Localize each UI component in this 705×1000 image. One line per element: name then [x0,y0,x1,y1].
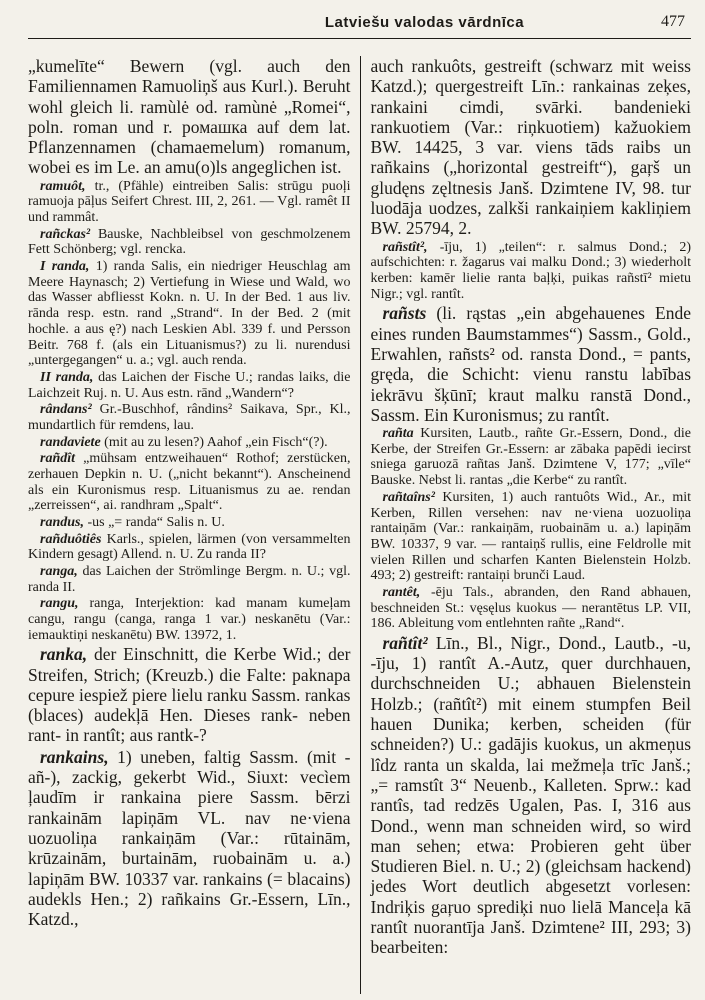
entry-headword: rañta [382,426,414,442]
dictionary-entry [28,747,351,930]
entry-text: Karls., spielen, lärmen (von versammelten Kindern gesagt) Allend. n. U. Zu randa II? [28,531,351,563]
entry-headword: rañtaîns² [382,489,435,505]
entry-text: tr., (Pfähle) eintreiben Salis: strūgu puoļi ramuoja pāļus Seifert Chrest. III, 2, 261. — Vgl. ramêt II und rammât. [28,178,351,226]
dictionary-entry [28,644,351,745]
entry-text: Līn., Bl., Nigr., Dond., Lautb., -u, -īju, 1) rantît A.-Autz, quer durchhauen, durchschneiden U.; abhauen Bielenstein Holzb.; (rañtît²) mit einem stumpfen Beil hauen Dunika; kerben, scheiden (für schneiden?) U.: gadājis kuokus, un akmeņus lîdz ranta un skalda, lai mežmeļa trīc Janš.; „= ramstît 3“ Neuenb., Kalleten. Sprw.: kad rantîs, tad redzēs Ugalen, Pas. I, 316 aus Dond., wenn man schneiden wird, so wird man sehen; etwa: Probieren geht über Studieren Biel. n. U.; 2) (gleichsam hackend) jedes Wort deutlich abgesetzt vorlesen: Indriķis gaŗuo sprediķi nuo lielā Manceļa kā rantît nuorantīja Janš. Dzimtene² III, 293; 3) bearbeiten: [370,632,691,958]
dictionary-entry [371,240,692,303]
entry-text: ranga, Interjektion: kad manam kumeļam cangu, rangu (canga, ranga 1 var.) neskanētu (Var.: iemauktiņi neskanētu) BW. 13972, 1. [28,596,351,643]
entry-text: Kursiten, Lautb., rañte Gr.-Essern, Dond., die Kerbe, der Streifen Gr.-Essern: ar zābaka papēdi iecirst sniega garuozā rañtas Janš. Dzimtene V, 177; „vīle“ Bauske. Nebst li. rantas „die Kerbe“ zu rantît. [370,426,691,489]
dictionary-entry [28,56,351,178]
entry-text: -īju, 1) „teilen“: r. salmus Dond.; 2) aufschichten: r. žagarus vai malku Dond.; 3) wiederholt kerben: kamēr lielie ranta baļķi, puikas rañstī² mietu Nigr.; vgl. rantît. [370,239,691,302]
entry-headword: rañstît², [382,239,428,255]
dictionary-entry [371,303,692,425]
dictionary-entry [28,564,351,595]
entry-headword: II randa, [40,369,94,385]
entry-headword: I randa, [40,259,90,275]
dictionary-entry [28,451,351,514]
left-column [28,56,360,994]
dictionary-entry [28,596,351,643]
entry-text: -us „= randa“ Salis n. U. [87,514,225,530]
dictionary-entry [371,633,692,958]
entry-headword: rantêt, [382,584,421,600]
dictionary-entry [28,402,351,433]
entry-text: 1) randa Salis, ein niedriger Heuschlag am Meere Haynasch; 2) Vertiefung in Wiese und Wald, wo das Wasser abfliesst Kokn. n. U. In der Bed. 1 aus liv. rānda resp. estn. rand „Strand“. In der Bed. 2 (mit hochle. a aus ę?) nach Leskien Abl. 339 f. und Persson Beitr. 768 f. (als ein Lituanismus?) zu li. nurendusi „untergegangen“ u. a.; vgl. auch renda. [28,259,351,369]
entry-headword: rañtît² [382,632,428,653]
entry-headword: rañdît [40,451,76,467]
running-title: Latviešu valodas vārdnīca [324,14,525,31]
entry-text: -ēju Tals., abranden, den Rand abhauen, beschneiden St.: vęsęlus kuokus — nerantētus LP. VII, 186. Ableitung vom entlehnten rañte „Rand“. [370,584,691,632]
entry-headword: rankains, [40,746,109,767]
dictionary-entry [371,585,692,632]
entry-headword: rañckas² [40,226,91,242]
entries-area [28,56,691,994]
entry-headword: randus, [40,514,84,530]
entry-headword: ranga, [40,563,78,579]
dictionary-entry [28,370,351,401]
entry-headword: randaviete [40,434,101,450]
header-rule [28,38,691,39]
entry-text: Bauske, Nachbleibsel von geschmolzenem Fett Schönberg; vgl. rencka. [28,226,351,258]
entry-headword: rangu, [40,596,79,612]
entry-headword: rândans² [40,402,92,418]
entry-text: Gr.-Buschhof, rândins² Saikava, Spr., Kl., mundartlich für remdens, lau. [28,402,351,433]
dictionary-entry [28,227,351,258]
dictionary-entry [28,435,351,451]
page-number: 477 [661,13,685,30]
dictionary-entry [371,490,692,584]
entry-text: „kumelīte“ Bewern (vgl. auch den Familiennamen Ramuoliņš aus Kurl.). Beruht wohl gleich li. ramùlė od. ramùnė „Romei“, poln. roman und r. ромашка auf dem lat. Pflanzennamen (chamaemelum) romanum, wobei es im Le. an amu(o)ls angeglichen ist. [28,56,351,178]
dictionary-entry [371,426,692,489]
entry-headword: ranka, [40,644,88,665]
entry-text: 1) uneben, faltig Sassm. (mit -añ-), zackig, gekerbt Wid., Siuxt: vecìem ļaudīm ir rankaina piere Sassm. bērzi rankainām lapiņām VL. nav ne·viena uozuoliņa rankaiņām (Var.: rūtainām, krūzainām, burtainām, ruobainām u. a.) lapiņām BW. 10337 var. rankains (= blacains) audekls Hen.; 2) rañkains Gr.-Essern, Līn., Katzd., [28,746,351,930]
entry-text: der Einschnitt, die Kerbe Wid.; der Streifen, Strich; (Kreuzb.) die Falte: paknapa cepure iespiež piere lielu ranku Sassm. rankas (blaces) audekļā Hen. Dieses rank- neben rant- in rantît; aus rantk-? [28,644,351,746]
right-column [360,56,692,994]
entry-text: das Laichen der Fische U.; randas laiks, die Laichzeit Ruj. n. U. Aus estn. rānd „Wandern“? [28,369,351,401]
dictionary-entry [28,259,351,369]
dictionary-entry [28,532,351,563]
dictionary-entry [371,56,692,239]
entry-text: „mühsam entzweihauen“ Rothof; zerstücken, zerhauen Depkin n. U. („nicht bekannt“). Anscheinend als ein Kuronismus resp. Lituanismus zu ae. rendan „zerreissen“, ai. randhram „Spalt“. [28,451,351,514]
entry-text: das Laichen der Strömlinge Bergm. n. U.; vgl. randa II. [28,563,351,595]
entry-headword: rañduôtiês [40,531,102,547]
entry-text: auch rankuôts, gestreift (schwarz mit weiss Katzd.); quergestreift Līn.: rankainas zeķes, rankaini cimdi, svārki. bandenieki rankuotiem (Var.: riņkuotiem) kažuokiem BW. 14425, 3 var. viens tāds raibs un rañkains („horizontal gestreift“), gaŗš un gludęns zęltnesis Janš. Dzimtene IV, 98. tur luodāja uodzes, zalkši rankaiņiem kakliņiem BW. 25794, 2. [370,56,691,239]
entry-headword: rañsts [382,303,427,324]
entry-headword: ramuôt, [40,178,86,194]
page-header [28,0,691,40]
entry-text: (li. rąstas „ein abgehauenes Ende eines runden Baumstammes“) Sassm., Gold., Erwahlen, rañsts² od. ransta Dond., = pants, gręda, die Schicht: vienu ranstu labības iekrāvu šķūnī; kraut malku ranstā Dond., Sassm. Ein Kuronismus; zu rantît. [370,303,691,425]
entry-text: (mit au zu lesen?) Aahof „ein Fisch“(?). [104,434,328,450]
dictionary-entry [28,179,351,226]
entry-text: Kursiten, 1) auch rantuôts Wid., Ar., mit Kerben, Rillen versehen: nav ne·viena uozuoliņa rantaiņām (Var.: rankaiņām, ruobainām u. a.) lapiņām BW. 10337, 9 var. — rantaiņš rullis, eine Feldrolle mit vielen Rillen und scharfen Kanten Bielenstein Holzb. 493; 2) gestreift: rantaiņi brunči Laud. [370,489,691,584]
dictionary-entry [28,515,351,531]
